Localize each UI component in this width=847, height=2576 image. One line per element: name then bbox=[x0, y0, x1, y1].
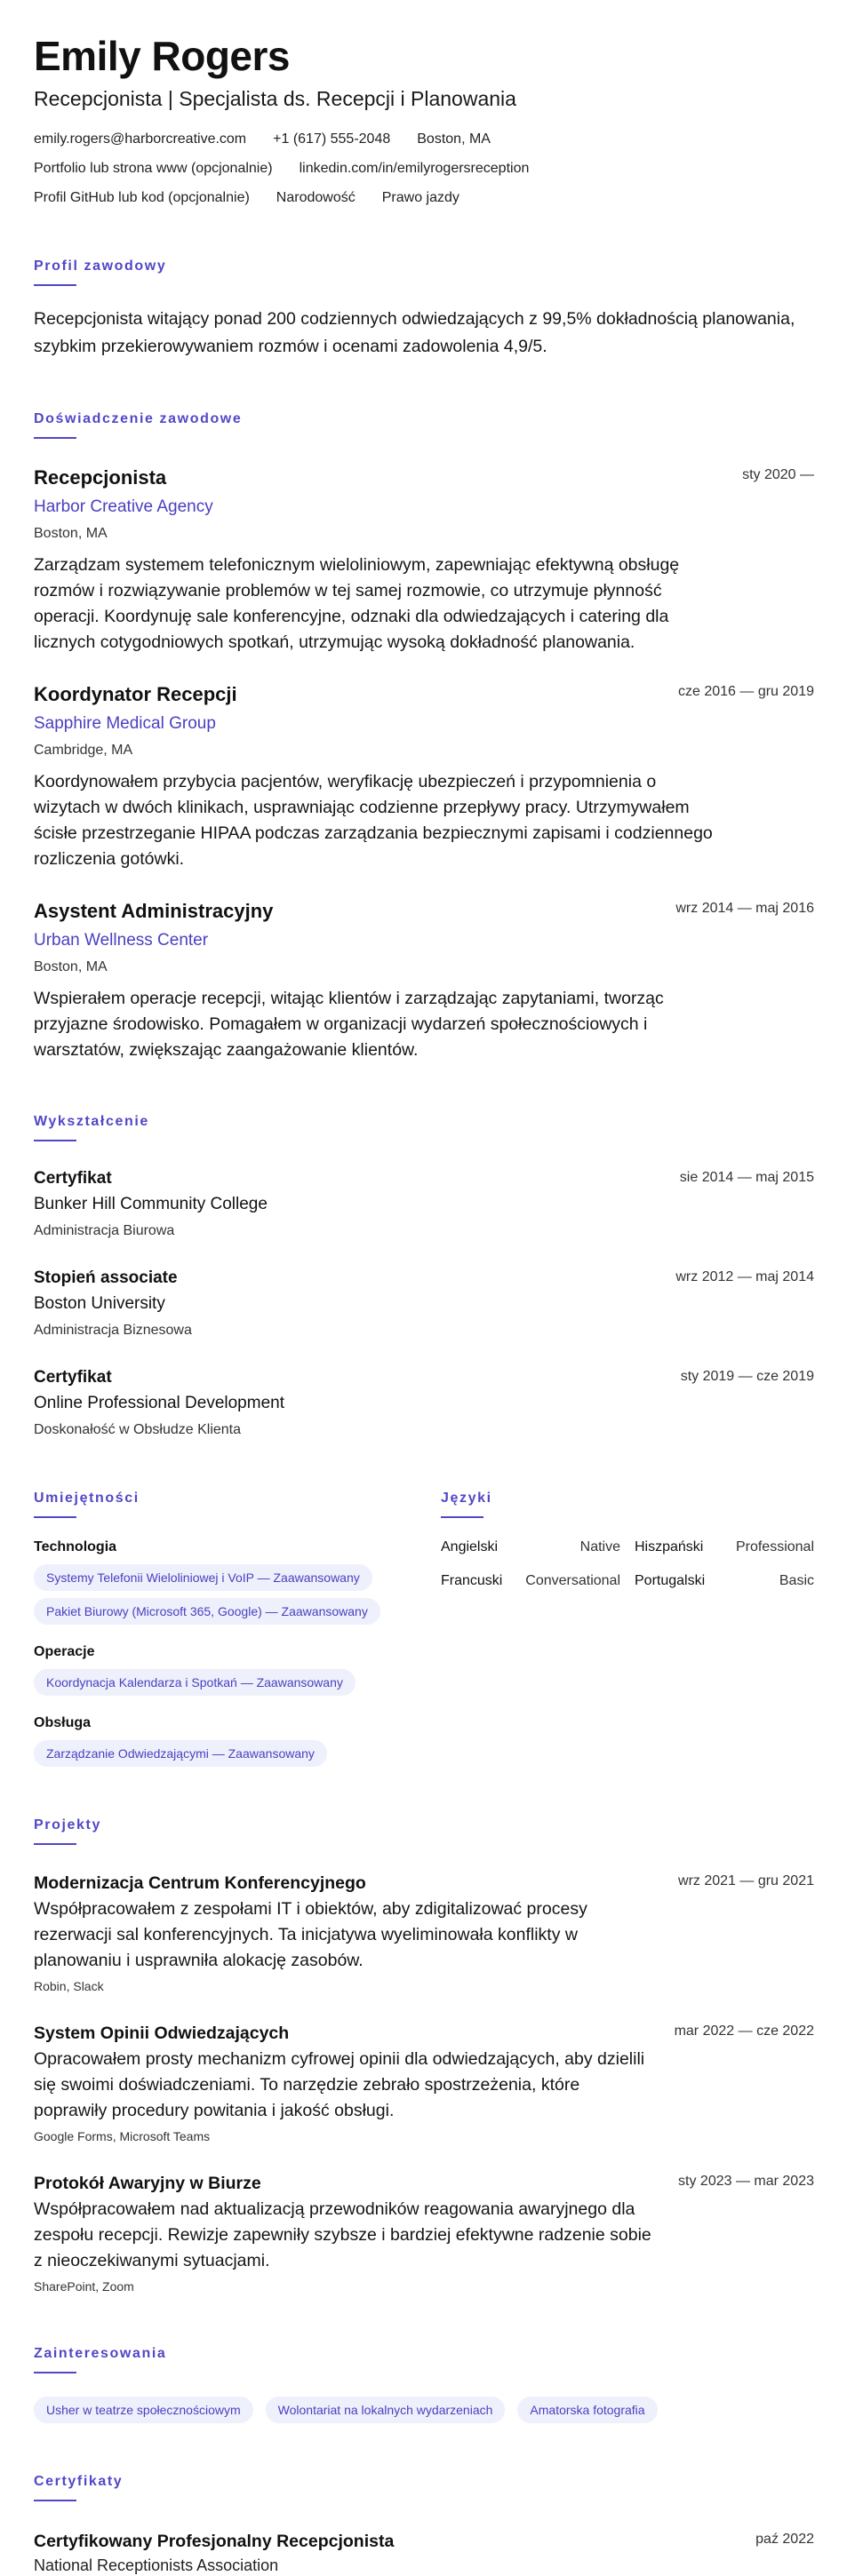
project-description: Opracowałem prosty mechanizm cyfrowej opinii dla odwiedzających, aby dzielili się swoimi doświadczeniami. To narzędzie zebrało spostrzeżenia, które poprawiły procedury powitania i jakość obsługi. bbox=[34, 2049, 645, 2120]
project-entry bbox=[34, 2172, 814, 2295]
language-item bbox=[635, 1538, 814, 1557]
section-title: Profil zawodowy bbox=[34, 258, 167, 274]
section-title: Certyfikaty bbox=[34, 2474, 124, 2489]
profile-summary: Recepcjonista witający ponad 200 codziennych odwiedzających z 99,5% dokładnością planowania, szybkim przekierowywaniem rozmów i ocenami zadowolenia 4,9/5. bbox=[34, 309, 795, 356]
job-description: Zarządzam systemem telefonicznym wieloliniowym, zapewniając efektywną obsługę rozmów i rozwiązywanie problemów w tej samej rozmowie, co utrzymuje płynność operacji. Koordynuję sale konferencyjne, odznaki dla odwiedzających i catering dla licznych cotygodniowych spotkań, utrzymując wysoką dokładność planowania. bbox=[34, 555, 680, 652]
education-entry bbox=[34, 1367, 814, 1440]
section-title: Zainteresowania bbox=[34, 2346, 167, 2361]
language-name: Hiszpański bbox=[635, 1539, 704, 1554]
project-dates: sty 2023 — mar 2023 bbox=[678, 2174, 814, 2189]
language-item bbox=[635, 1571, 814, 1591]
headline: Recepcjonista | Specjalista ds. Recepcji i Planowania bbox=[34, 87, 516, 110]
job-dates: wrz 2014 — maj 2016 bbox=[675, 901, 814, 916]
project-description: Współpracowałem nad aktualizacją przewodników reagowania awaryjnego dla zespołu recepcji. Rewizje zapewniły szybsze i bardziej efektywne radzenie sobie z nieoczekiwanymi sytuacjami. bbox=[34, 2199, 651, 2270]
project-tech: SharePoint, Zoom bbox=[34, 2279, 134, 2294]
job-dates: sty 2020 — bbox=[742, 467, 814, 482]
contact-row bbox=[34, 130, 814, 149]
section-divider bbox=[34, 2500, 76, 2501]
section-divider bbox=[34, 437, 76, 439]
language-name: Angielski bbox=[441, 1539, 499, 1554]
job-description: Wspierałem operacje recepcji, witając klientów i zarządzając zapytaniami, tworząc przyjazne środowisko. Pomagałem w organizacji wydarzeń społecznościowych i warsztatów, zwiększając zaangażowanie klientów. bbox=[34, 989, 664, 1060]
candidate-name: Emily Rogers bbox=[34, 33, 290, 79]
job-description: Koordynowałem przybycia pacjentów, weryfikację ubezpieczeń i przypomnienia o wizytach w dwóch klinikach, usprawniając codzienne przepływy pracy. Utrzymywałem ścisłe przestrzeganie HIPAA podczas zarządzania bezpiecznymi zapisami i codziennego rozliczenia gotówki. bbox=[34, 772, 713, 869]
language-name: Portugalski bbox=[635, 1573, 706, 1588]
language-item bbox=[441, 1538, 620, 1557]
interest-chip: Wolontariat na lokalnych wydarzeniach bbox=[266, 2397, 506, 2423]
project-name: Protokół Awaryjny w Biurze bbox=[34, 2174, 261, 2193]
education-section bbox=[34, 1113, 814, 1440]
job-entry bbox=[34, 682, 814, 872]
edu-school: Online Professional Development bbox=[34, 1394, 284, 1412]
certificates-section bbox=[34, 2473, 814, 2576]
language-level: Basic bbox=[779, 1573, 814, 1588]
project-dates: mar 2022 — cze 2022 bbox=[674, 2023, 814, 2039]
edu-field: Administracja Biznesowa bbox=[34, 1323, 192, 1338]
project-tech: Google Forms, Microsoft Teams bbox=[34, 2129, 211, 2143]
section-divider bbox=[34, 1843, 76, 1845]
edu-degree: Certyfikat bbox=[34, 1368, 112, 1387]
edu-degree: Certyfikat bbox=[34, 1169, 112, 1188]
edu-dates: sie 2014 — maj 2015 bbox=[679, 1170, 814, 1185]
edu-field: Administracja Biurowa bbox=[34, 1223, 175, 1238]
skill-chip: Zarządzanie Odwiedzającymi — Zaawansowany bbox=[34, 1740, 327, 1767]
project-description: Współpracowałem z zespołami IT i obiektów, aby zdigitalizować procesy rezerwacji sal konferencyjnych. Ta inicjatywa wyeliminowała konflikty w planowaniu i usprawniła alokację zasobów. bbox=[34, 1899, 587, 1970]
section-divider bbox=[441, 1516, 483, 1518]
job-company: Harbor Creative Agency bbox=[34, 497, 213, 516]
project-name: System Opinii Odwiedzających bbox=[34, 2023, 290, 2043]
skill-group bbox=[34, 1642, 405, 1696]
edu-degree: Stopień associate bbox=[34, 1268, 178, 1287]
language-level: Professional bbox=[735, 1539, 814, 1554]
section-divider bbox=[34, 2372, 76, 2373]
section-title: Doświadczenie zawodowe bbox=[34, 411, 243, 426]
skill-chip: Pakiet Biurowy (Microsoft 365, Google) — Zaawansowany bbox=[34, 1598, 380, 1625]
phone-link[interactable]: +1 (617) 555-2048 bbox=[273, 131, 391, 147]
projects-section bbox=[34, 1817, 814, 2295]
project-tech: Robin, Slack bbox=[34, 1979, 104, 1993]
edu-field: Doskonałość w Obsłudze Klienta bbox=[34, 1422, 242, 1437]
nationality: Narodowość bbox=[276, 190, 356, 205]
project-name: Modernizacja Centrum Konferencyjnego bbox=[34, 1873, 366, 1893]
skill-category: Operacje bbox=[34, 1644, 95, 1659]
project-entry bbox=[34, 2022, 814, 2145]
job-entry bbox=[34, 899, 814, 1063]
language-level: Conversational bbox=[525, 1573, 620, 1588]
job-dates: cze 2016 — gru 2019 bbox=[678, 684, 814, 699]
resume-header bbox=[34, 32, 814, 208]
job-location: Boston, MA bbox=[34, 526, 108, 541]
experience-section bbox=[34, 410, 814, 1063]
education-entry bbox=[34, 1168, 814, 1241]
section-title: Wykształcenie bbox=[34, 1114, 149, 1129]
skill-chip: Koordynacja Kalendarza i Spotkań — Zaawansowany bbox=[34, 1669, 356, 1696]
linkedin-link[interactable]: linkedin.com/in/emilyrogersreception bbox=[299, 161, 530, 176]
website-link[interactable]: Portfolio lub strona www (opcjonalnie) bbox=[34, 161, 273, 176]
skill-category: Obsługa bbox=[34, 1715, 92, 1730]
extra-row bbox=[34, 188, 814, 208]
edu-school: Bunker Hill Community College bbox=[34, 1195, 268, 1213]
skills-languages-row bbox=[34, 1490, 814, 1767]
project-dates: wrz 2021 — gru 2021 bbox=[678, 1873, 814, 1888]
profile-section bbox=[34, 258, 814, 361]
section-divider bbox=[34, 1516, 76, 1518]
section-title: Umiejętności bbox=[34, 1491, 140, 1506]
skill-group bbox=[34, 1713, 405, 1767]
language-item bbox=[441, 1571, 620, 1591]
job-location: Boston, MA bbox=[34, 959, 108, 974]
certificate-name: Certyfikowany Profesjonalny Recepcjonista bbox=[34, 2532, 395, 2551]
skill-category: Technologia bbox=[34, 1539, 117, 1554]
section-title: Języki bbox=[441, 1491, 492, 1506]
language-name: Francuski bbox=[441, 1573, 503, 1588]
job-company: Urban Wellness Center bbox=[34, 931, 209, 950]
edu-school: Boston University bbox=[34, 1294, 165, 1313]
project-entry bbox=[34, 1872, 814, 1995]
job-location: Cambridge, MA bbox=[34, 743, 133, 758]
job-entry bbox=[34, 465, 814, 656]
skills-section bbox=[34, 1490, 405, 1767]
email-link[interactable]: emily.rogers@harborcreative.com bbox=[34, 131, 247, 147]
language-level: Native bbox=[579, 1539, 620, 1554]
interest-chip: Usher w teatrze społecznościowym bbox=[34, 2397, 253, 2423]
education-entry bbox=[34, 1268, 814, 1340]
job-company: Sapphire Medical Group bbox=[34, 714, 216, 733]
certificate-entry bbox=[34, 2530, 814, 2576]
section-divider bbox=[34, 284, 76, 286]
skill-group bbox=[34, 1538, 405, 1625]
location: Boston, MA bbox=[417, 131, 491, 147]
job-title: Recepcjonista bbox=[34, 466, 167, 489]
interest-chip: Amatorska fotografia bbox=[517, 2397, 657, 2423]
section-divider bbox=[34, 1140, 76, 1141]
skill-chip: Systemy Telefonii Wieloliniowej i VoIP — Zaawansowany bbox=[34, 1564, 372, 1591]
job-title: Koordynator Recepcji bbox=[34, 683, 237, 705]
github-link[interactable]: Profil GitHub lub kod (opcjonalnie) bbox=[34, 190, 250, 205]
driving-license: Prawo jazdy bbox=[381, 190, 459, 205]
job-title: Asystent Administracyjny bbox=[34, 900, 274, 922]
edu-dates: sty 2019 — cze 2019 bbox=[680, 1369, 814, 1384]
section-title: Projekty bbox=[34, 1817, 101, 1833]
languages-section bbox=[441, 1490, 814, 1767]
interests-section bbox=[34, 2345, 814, 2423]
certificate-date: paź 2022 bbox=[755, 2532, 814, 2547]
links-row bbox=[34, 159, 814, 179]
edu-dates: wrz 2012 — maj 2014 bbox=[675, 1269, 814, 1284]
certificate-issuer: National Receptionists Association bbox=[34, 2556, 279, 2574]
